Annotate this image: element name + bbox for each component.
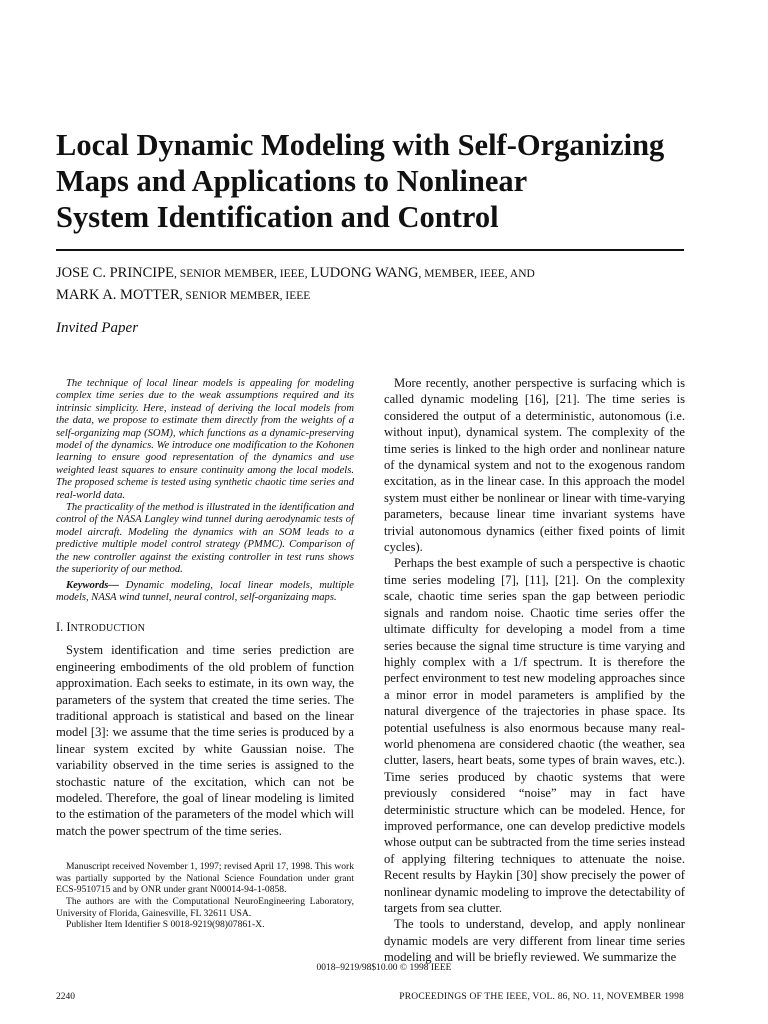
introduction-body <box>56 642 354 839</box>
footnote-identifier: Publisher Item Identifier S 0018-9219(98)07861-X. <box>66 919 265 931</box>
abstract-paragraph-2: The practicality of the method is illustrated in the identification and control of the NASA Langley wind tunnel during aerodynamic tests of model aircraft. Modeling the dynamics with an SOM leads to a predictive multiple model control strategy (PMMC). Comparison of the new controller against the existing controller in test runs shows the superiority of our method. <box>56 502 354 576</box>
intro-paragraph-1: System identification and time series prediction are engineering embodiments of the old problem of function approximation. Each seeks to estimate, in its own way, the parameters of the system that created the time series. The traditional approach is statistical and based on the linear model [3]: we assume that the time series is produced by a linear system excited by white Gaussian noise. The variability observed in the time series is assigned to the stochastic nature of the excitation, which can not be modeled. Therefore, the goal of linear modeling is limited to the estimation of the parameters of the model which will match the power spectrum of the time series. <box>56 643 354 838</box>
section-heading-introduction <box>56 620 354 636</box>
author-list <box>56 263 696 307</box>
author-principe: JOSE C. PRINCIPE <box>56 265 175 281</box>
author-motter: MARK A. MOTTER <box>56 287 180 303</box>
abstract-paragraph-1: The technique of local linear models is appealing for modeling complex time series due to the weak assumptions required and its intrinsic simplicity. Here, instead of deriving the local models from the data, we propose to estimate them directly from the weights of a self-organizing map (SOM), which functions as a dynamic-preserving model of the dynamics. We introduce one modification to the Kohonen learning to ensure good representation of the dynamics and use weighted least squares to ensure continuity among the local models. The proposed scheme is tested using synthetic chaotic time series and real-world data. <box>56 378 354 501</box>
copyright-line: 0018–9219/98$10.00 © 1998 IEEE <box>316 963 452 973</box>
right-paragraph-1: More recently, another perspective is surfacing which is called dynamic modeling [16], [21]. The time series is considered the output of a deterministic, autonomous (i.e. without input), dynamical system. The complexity of the time series is linked to the high order and nonlinear nature of the dynamical system and not to the exogenous random excitation, as in the linear case. In this approach the model system must either be nonlinear or linear with time-varying parameters, because linear time invariant systems have trivial autonomous dynamics (either fixed points of limit cycles). <box>384 376 685 555</box>
section-number: I. <box>56 620 67 635</box>
keywords <box>56 580 354 605</box>
invited-paper-label: Invited Paper <box>56 320 139 336</box>
title-line-3: System Identification and Control <box>56 200 499 234</box>
keywords-text: Dynamic modeling, local linear models, multiple models, NASA wind tunnel, neural control, self-organizaing maps. <box>56 579 354 603</box>
footnote <box>56 861 354 931</box>
author-motter-role: , SENIOR MEMBER, IEEE <box>179 290 311 302</box>
author-wang-role: , MEMBER, IEEE, AND <box>418 268 535 280</box>
footnote-manuscript: Manuscript received November 1, 1997; revised April 17, 1998. This work was partially supported by the National Science Foundation under grant ECS-9510715 and by ONR under grant N00014-94-1-0858. <box>56 861 354 896</box>
footnote-affiliation: The authors are with the Computational NeuroEngineering Laboratory, University of Florida, Gainesville, FL 32611 USA. <box>56 895 354 919</box>
section-title-initial: I <box>66 620 71 635</box>
author-wang: LUDONG WANG <box>310 265 419 281</box>
keywords-label: Keywords— <box>66 579 119 591</box>
author-principe-role: , SENIOR MEMBER, IEEE, <box>174 268 311 280</box>
title-rule <box>56 249 684 251</box>
right-paragraph-2: Perhaps the best example of such a perspective is chaotic time series modeling [7], [11], [21]. On the complexity scale, chaotic time series span the gap between periodic signals and random noise. Chaotic time series offer the ultimate difficulty for developing a model from a time series because the signal time structure is time varying and highly complex with a 1/f spectrum. It is therefore the perfect environment to test new modeling approaches since a minor error in model parameters is amplified by the natural divergence of the trajectories in phase space. Its potential usefulness is also enormous because many real-world phenomena are considered chaotic (the weather, sea clutter, lasers, heart beats, some types of brain waves, etc.). Time series produced by chaotic systems that were previously considered “noise” may in fact have deterministic structure which can be modeled. Hence, for improved performance, one can develop predictive models whose output can be subtracted from the time series instead of applying filtering techniques to attenuate the noise. Recent results by Haykin [30] show precisely the power of nonlinear dynamic modeling to improve the detectability of targets from sea clutter. <box>384 556 685 915</box>
journal-footer: PROCEEDINGS OF THE IEEE, VOL. 86, NO. 11, NOVEMBER 1998 <box>399 992 684 1002</box>
paper-title <box>56 127 716 235</box>
abstract <box>56 378 354 604</box>
right-paragraph-3: The tools to understand, develop, and apply nonlinear dynamic models are very different from linear time series modeling and will be briefly reviewed. We summarize the <box>384 917 685 965</box>
left-column <box>56 378 354 931</box>
title-line-1: Local Dynamic Modeling with Self-Organizing <box>56 128 665 162</box>
section-title-rest: NTRODUCTION <box>70 623 146 635</box>
title-line-2: Maps and Applications to Nonlinear <box>56 164 528 198</box>
page-number: 2240 <box>56 992 75 1002</box>
right-column <box>384 375 685 966</box>
